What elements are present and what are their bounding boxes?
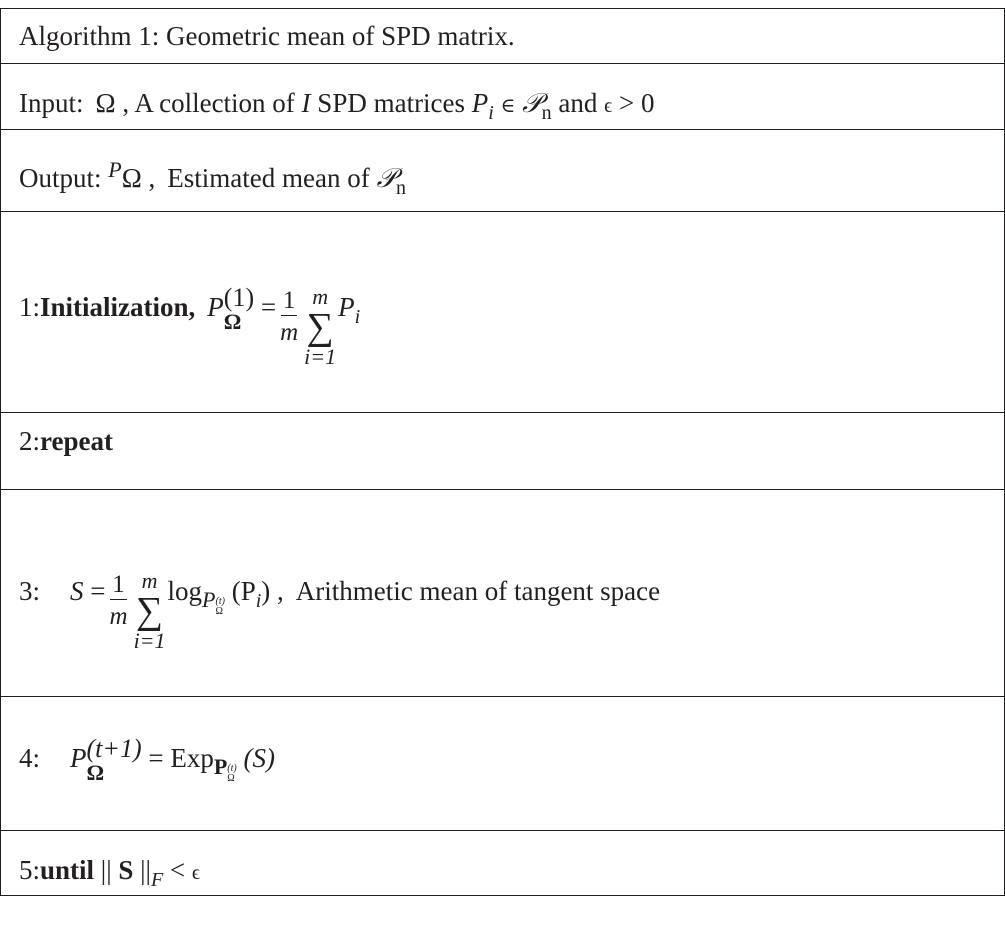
step-1-sub: Ω <box>223 309 242 334</box>
step-4-num: 4: <box>19 743 41 773</box>
output-line <box>19 157 406 199</box>
input-text1: , A collection of <box>122 88 295 118</box>
step-1-sum-sigma: ∑ <box>306 306 334 348</box>
step-4-P: P <box>70 743 87 773</box>
output-label: Output: <box>19 163 102 193</box>
step-3-line <box>19 568 661 664</box>
output-omega: Ω <box>121 163 142 193</box>
step-1-fraction <box>280 288 298 345</box>
output-calP: 𝒫 <box>376 163 396 194</box>
step-5-row <box>1 830 1004 896</box>
step-1-keyword: Initialization, <box>40 292 196 322</box>
output-row <box>1 129 1004 211</box>
input-i: i <box>488 102 494 124</box>
step-3-log-sub-sup: (t) <box>215 596 225 607</box>
step-1-frac-den: m <box>280 319 299 346</box>
algorithm-table <box>0 8 1005 896</box>
step-1-sum <box>304 286 336 368</box>
step-4-arg: (S) <box>243 743 275 773</box>
step-5-num: 5: <box>19 855 41 885</box>
step-2-line <box>19 426 113 457</box>
input-line <box>19 88 655 124</box>
step-1-i: i <box>354 306 361 328</box>
step-1-num: 1: <box>19 292 41 322</box>
step-3-comma: , <box>277 576 284 606</box>
step-2-keyword: repeat <box>40 426 113 456</box>
output-n: n <box>395 177 406 199</box>
input-eps: ϵ <box>604 95 613 117</box>
input-I: I <box>301 88 311 118</box>
step-3-sum-sigma: ∑ <box>136 590 164 632</box>
step-1-sup: (1) <box>223 283 255 312</box>
step-1-sum-top: m <box>312 284 329 309</box>
input-calP: 𝒫 <box>522 88 542 119</box>
input-in: ∈ <box>500 95 516 117</box>
input-label: Input: <box>19 88 84 118</box>
step-5-norm-open: || <box>100 855 112 885</box>
algorithm-title-row <box>1 8 1004 63</box>
step-3-row <box>1 489 1004 696</box>
step-4-exp-sub-sub: Ω <box>227 773 235 784</box>
input-P: P <box>471 88 489 118</box>
step-3-log-sub-sub: Ω <box>215 606 223 617</box>
output-comma: , <box>148 163 156 193</box>
step-1-frac-num: 1 <box>282 287 296 314</box>
step-4-sub: Ω <box>86 760 105 785</box>
step-3-sum <box>134 570 166 652</box>
step-3-frac-num: 1 <box>112 571 125 598</box>
input-gt0: > 0 <box>618 88 655 118</box>
step-1-P: P <box>207 292 224 322</box>
step-3-fraction <box>110 572 128 629</box>
step-3-log: log <box>167 576 203 606</box>
step-5-eps: ϵ <box>191 862 201 884</box>
step-1-line <box>19 283 361 380</box>
step-3-eq: = <box>90 576 106 606</box>
algorithm-title: Algorithm 1: Geometric mean of SPD matrix. <box>19 21 515 51</box>
input-n: n <box>541 102 552 124</box>
step-2-row <box>1 412 1004 489</box>
step-3-desc: Arithmetic mean of tangent space <box>295 576 661 606</box>
output-desc: Estimated mean of <box>167 163 370 193</box>
step-3-S: S <box>70 576 84 606</box>
input-row <box>1 63 1004 129</box>
step-3-arg: (P <box>231 576 256 606</box>
step-3-arg-close: ) <box>261 576 271 606</box>
step-5-norm-close: || <box>140 855 151 885</box>
input-omega: Ω <box>95 88 116 118</box>
step-4-exp-sub-sup: (t) <box>227 763 237 774</box>
step-2-num: 2: <box>19 426 41 456</box>
step-4-exp: Exp <box>170 743 214 773</box>
step-3-sum-top: m <box>141 568 158 593</box>
step-3-log-sub-P: P <box>202 587 216 612</box>
step-1-sum-bot: i=1 <box>304 344 337 369</box>
step-4-sup: (t+1) <box>86 734 142 763</box>
step-1-eq: = <box>260 292 277 322</box>
output-P: P <box>108 157 122 182</box>
step-3-frac-den: m <box>109 603 128 630</box>
step-4-line <box>19 734 275 794</box>
step-5-F: F <box>150 869 164 891</box>
step-4-eq: = <box>148 743 164 773</box>
step-5-lt: < <box>169 855 186 885</box>
step-1-row <box>1 211 1004 412</box>
step-4-row <box>1 696 1004 830</box>
step-1-Pi: P <box>338 292 355 322</box>
step-5-line <box>19 855 201 891</box>
step-3-sum-bot: i=1 <box>133 628 166 653</box>
step-5-S: S <box>118 855 134 885</box>
step-3-num: 3: <box>19 576 41 606</box>
input-and: and <box>558 88 598 118</box>
input-text2: SPD matrices <box>317 88 466 118</box>
step-4-exp-sub-P: P <box>213 754 228 779</box>
step-5-keyword: until <box>40 855 95 885</box>
step-3-arg-i: i <box>255 590 262 612</box>
